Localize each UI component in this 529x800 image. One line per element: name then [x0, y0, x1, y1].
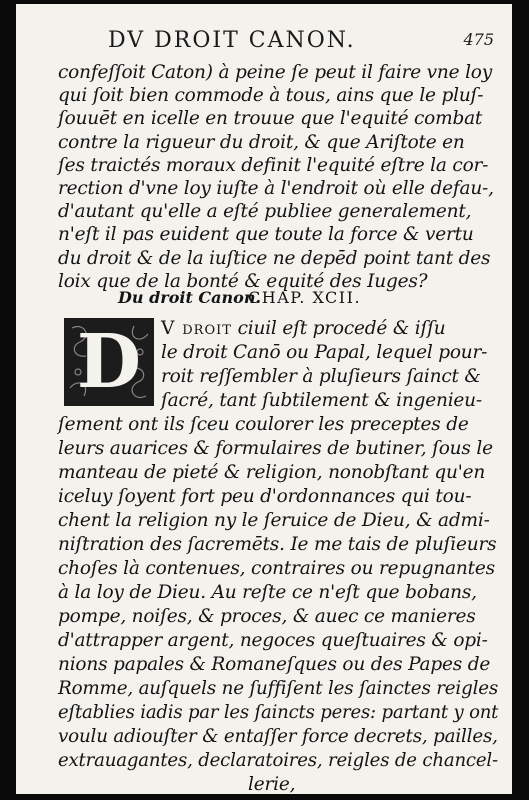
- text-line: d'attrapper argent, negoces queſtuaires & opi-: [58, 630, 488, 651]
- text-line: ſement ont ils ſceu coulorer les preceptes de: [58, 414, 469, 435]
- page-header: [16, 28, 512, 58]
- text-line: chent la religion ny le ſeruice de Dieu, & admi-: [58, 510, 490, 531]
- running-title: DV DROIT CANON.: [108, 28, 356, 53]
- text-line: niſtration des ſacremēts. Ie me tais de pluſieurs: [58, 534, 497, 555]
- text-line: contre la rigueur du droit, & que Ariſtote en: [58, 131, 465, 153]
- text-line: roit reſſembler à pluſieurs ſainct &: [161, 366, 481, 387]
- chapter-title: Du droit Canon.: [118, 288, 262, 307]
- text-line: du droit & de la iuſtice ne depēd point tant des: [58, 247, 491, 269]
- text-line: manteau de pieté & religion, nonobſtant qu'en: [58, 462, 486, 483]
- text-line: n'eſt il pas euident que toute la force & vertu: [58, 224, 474, 246]
- text-line: nions papales & Romaneſques ou des Papes de: [58, 654, 491, 675]
- book-page: [16, 4, 512, 794]
- text-line: d'autant qu'elle a eſté publiee generalement,: [58, 201, 472, 223]
- text-line: eſtablies iadis par les ſaincts peres: partant y ont: [58, 702, 499, 723]
- text-line: à la loy de Dieu. Au reſte ce n'eſt que bobans,: [58, 582, 477, 603]
- text-line: choſes là contenues, contraires ou repugnantes: [58, 558, 495, 579]
- text-line: Romme, auſquels ne ſuffiſent les ſainctes reigles: [58, 678, 499, 699]
- text-line: qui ſoit bien commode à tous, ains que le pluſ-: [58, 85, 484, 107]
- text-line: ſacré, tant ſubtilement & ingenieu-: [161, 390, 482, 411]
- text-line: iceluy ſoyent fort peu d'ordonnances qui tou-: [58, 486, 472, 507]
- ornamental-initial: [64, 318, 154, 406]
- chapter-number: CHAP. XCII.: [248, 288, 362, 307]
- text-line: leurs auarices & formulaires de butiner, ſous le: [58, 438, 493, 459]
- dropcap-letter: D: [76, 319, 142, 405]
- text-line: le droit Canō ou Papal, lequel pour-: [161, 342, 488, 363]
- text-line-rest: ciuil eſt procedé & iſſu: [237, 318, 446, 339]
- text-line: ſouuēt en icelle en trouue que l'equité combat: [58, 108, 483, 130]
- scan-border-right: [512, 0, 529, 800]
- text-line: rection d'vne loy iuſte à l'endroit où elle defau-,: [58, 178, 494, 199]
- text-line: [161, 318, 446, 339]
- page-number: 475: [463, 30, 494, 49]
- text-line: pompe, noiſes, & proces, & auec ce manieres: [58, 606, 476, 627]
- text-line: voulu adiouſter & entaſſer force decrets, pailles,: [58, 726, 498, 747]
- scan-border-left: [0, 0, 16, 800]
- text-line: loix que de la bonté & equité des Iuges?: [58, 270, 428, 292]
- text-line: confeſſoit Caton) à peine ſe peut il faire vne loy: [58, 62, 492, 83]
- chapter-heading: [16, 288, 512, 312]
- text-line: extrauagantes, declaratoires, reigles de chancel-: [58, 750, 498, 771]
- text-line: lerie,: [248, 774, 296, 794]
- first-words: V droit: [161, 318, 232, 339]
- text-line: ſes traictés moraux definit l'equité eſtre la cor-: [58, 154, 489, 176]
